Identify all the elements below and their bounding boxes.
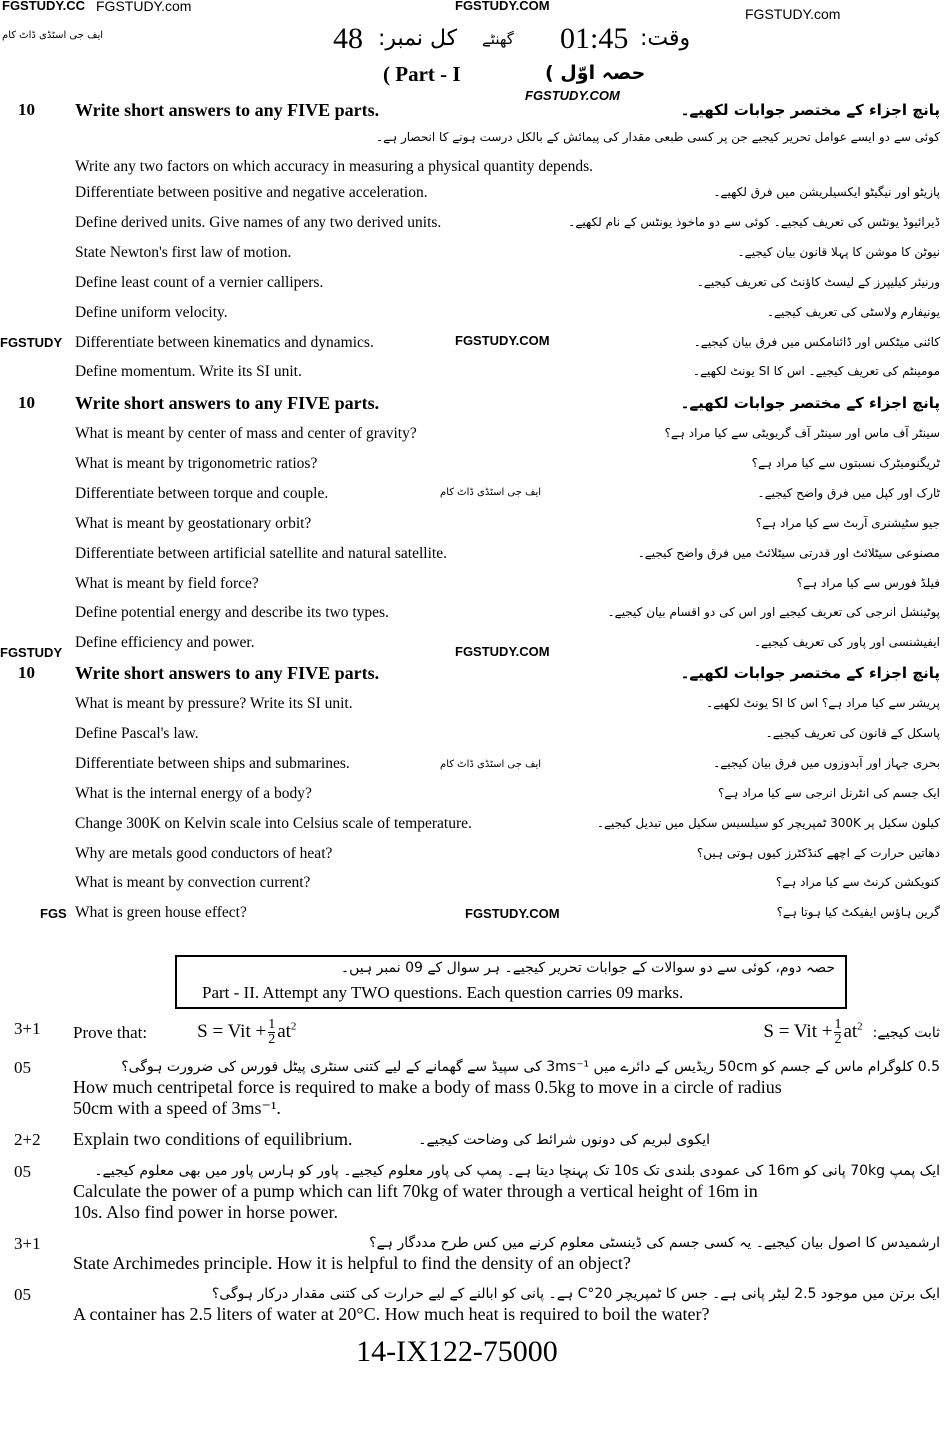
section-marks: 10 [18,100,35,119]
question-text: What is meant by trigonometric ratios? [75,454,318,472]
question-urdu: پاسکل کے قانون کی تعریف کیجیے۔ [765,725,940,740]
question-urdu: یونیفارم ولاسٹی کی تعریف کیجیے۔ [766,304,940,319]
part-2-instruction-urdu: کوئی سے دو سوالات کے جوابات تحریر کیجیے۔ ہر سوال کے 09 نمبر ہیں۔ [340,960,771,976]
fraction [834,1018,841,1047]
q6b-text-1: Calculate the power of a pump which can lift 70kg of water through a vertical height of 16m in [73,1181,758,1201]
question-text: What is meant by geostationary orbit? [75,514,312,532]
question-urdu: مومینٹم کی تعریف کیجیے۔ اس کا SI یونٹ لکھیے۔ [692,364,940,379]
q7a-text: State Archimedes principle. How it is helpful to find the density of an object? [73,1253,631,1273]
question-6a [14,1129,940,1151]
section-title-urdu: پانچ اجزاء کے مختصر جوابات لکھیے۔ [680,101,940,119]
section-title: Write short answers to any FIVE parts. [75,393,380,413]
formula-tail: at [843,1020,858,1042]
section-title: Write short answers to any FIVE parts. [75,100,380,120]
question-urdu: کائنی میٹکس اور ڈائنامکس میں فرق بیان کیجیے۔ [693,334,940,349]
q6b-body [73,1161,940,1223]
watermark: FGSTUDY.CC [2,0,86,13]
q5b-text-2: 50cm with a speed of 3ms⁻¹. [73,1098,281,1118]
formula-lhs: S = Vit + [197,1020,267,1042]
q6b-urdu: ایک پمپ 70kg پانی کو 16m کی عمودی بلندی تک 10s تک پہنچا دیتا ہے۔ پمپ کی پاور معلوم کیجیے۔ پاور کو ہارس پاور میں بھی معلوم کیجیے۔ [94,1163,940,1179]
question-text: What is meant by pressure? Write its SI unit. [75,695,353,712]
q5b-urdu: 0.5 کلوگرام ماس کے جسم کو 50cm ریڈیس کے دائرے میں 3ms⁻¹ کی سپیڈ سے گھمانے کے لیے کتنی سنٹری پیٹل فورس کی ضرورت ہوگی؟ [121,1059,940,1075]
q7a-body [73,1233,940,1274]
part-1-label: ( Part - I [383,62,461,86]
watermark: FGS [40,906,67,921]
question-text: Define derived units. Give names of any two derived units. [75,213,442,231]
question-text: State Newton's first law of motion. [75,243,292,261]
part-1-urdu: حصہ اوّل ) [545,62,646,84]
q6a-marks: 2+2 [14,1130,41,1149]
formula-en [197,1018,296,1047]
question-urdu: کوئی سے دو ایسے عوامل تحریر کیجیے جن پر کسی طبعی مقدار کی پیمائش کے بالکل درست ہونے کا انحصار ہے۔ [376,130,940,144]
question-urdu: پریشر سے کیا مراد ہے؟ اس کا SI یونٹ لکھیے۔ [706,696,940,710]
watermark: FGSTUDY.com [96,0,192,14]
formula-exponent: 2 [857,1020,863,1033]
question-text: Why are metals good conductors of heat? [75,844,333,862]
time-label: وقت: [640,26,691,51]
fraction-num: 1 [268,1017,276,1032]
question-urdu: ٹارک اور کپل میں فرق واضح کیجیے۔ [757,485,940,500]
section-title-urdu: پانچ اجزاء کے مختصر جوابات لکھیے۔ [680,664,940,682]
question-text: Differentiate between ships and submarines. [75,754,350,772]
question-urdu: گرین ہاؤس ایفیکٹ کیا ہوتا ہے؟ [776,905,940,920]
q7a-marks: 3+1 [14,1234,41,1253]
formula-exponent: 2 [290,1020,297,1033]
q5a-urdu-side [763,1018,940,1047]
question-urdu: ایفیشنسی اور پاور کی تعریف کیجیے۔ [754,635,940,650]
question-5b [14,1057,940,1119]
q6a-urdu: ایکوی لبریم کی دونوں شرائط کی وضاحت کیجیے۔ [418,1131,710,1148]
question-5a [14,1018,940,1047]
watermark: FGSTUDY.COM [455,0,550,13]
section-marks: 10 [18,663,35,682]
part-2-heading-urdu: حصہ دوم، [775,960,835,976]
watermark: FGSTUDY.COM [455,333,550,348]
part-2-urdu [341,960,835,976]
question-text: Differentiate between positive and negative acceleration. [75,184,428,201]
watermark: FGSTUDY.COM [465,906,560,921]
question-7a [14,1233,940,1274]
question-urdu: بحری جہاز اور آبدوزوں میں فرق بیان کیجیے۔ [713,755,940,770]
formula-lhs: S = Vit + [763,1020,833,1042]
q7b-text: A container has 2.5 liters of water at 20°C. How much heat is required to boil the water? [73,1304,710,1324]
q5b-body [73,1057,940,1119]
question-urdu: پازیٹو اور نیگیٹو ایکسیلریشن میں فرق لکھیے۔ [713,185,940,199]
watermark: FGSTUDY.com [745,6,841,22]
question-text: Write any two factors on which accuracy in measuring a physical quantity depends. [75,158,594,175]
question-text: Define momentum. Write its SI unit. [75,363,302,381]
q5a-text: Prove that: [73,1022,148,1042]
watermark: FGSTUDY [0,335,63,350]
question-text: What is green house effect? [75,904,247,922]
question-text: Define efficiency and power. [75,634,255,652]
question-urdu: فیلڈ فورس سے کیا مراد ہے؟ [796,575,940,590]
watermark: FGSTUDY.COM [525,88,620,103]
question-urdu: جیو سٹیشنری آربٹ سے کیا مراد ہے؟ [755,515,940,530]
q5b-marks: 05 [14,1058,31,1077]
q6a-text: Explain two conditions of equilibrium. [73,1129,353,1149]
watermark-urdu: ایف جی اسٹڈی ڈاٹ کام [440,759,542,770]
formula-tail: at [277,1020,291,1042]
question-urdu: دھاتیں حرارت کے اچھے کنڈکٹرز کیوں ہوتی ہیں؟ [696,845,940,860]
question-text: Differentiate between kinematics and dynamics. [75,333,374,351]
question-text: Change 300K on Kelvin scale into Celsius scale of temperature. [75,814,472,832]
question-urdu: مصنوعی سیٹلائٹ اور قدرتی سیٹلائٹ میں فرق واضح کیجیے۔ [637,545,940,560]
question-text: What is meant by convection current? [75,874,311,892]
watermark: FGSTUDY.COM [455,644,550,659]
q7b-body [73,1284,940,1325]
q6b-text-2: 10s. Also find power in horse power. [73,1202,338,1222]
question-text: What is meant by center of mass and center of gravity? [75,425,417,442]
question-7b [14,1284,940,1325]
q7b-marks: 05 [14,1285,31,1304]
question-text: Define potential energy and describe its two types. [75,604,389,622]
watermark-urdu: ایف جی اسٹڈی ڈاٹ کام [2,30,104,41]
watermark-urdu: ایف جی اسٹڈی ڈاٹ کام [440,487,542,498]
time-unit: گھنٹے [482,30,514,48]
question-text: Define uniform velocity. [75,303,228,321]
q5a-english [73,1018,296,1047]
question-text: Define Pascal's law. [75,724,199,742]
q5a-urdu: ثابت کیجیے: [872,1024,940,1041]
question-urdu: نیوٹن کا موشن کا پہلا قانون بیان کیجیے۔ [737,244,940,259]
section-title-urdu: پانچ اجزاء کے مختصر جوابات لکھیے۔ [680,394,940,412]
question-urdu: کیلون سکیل پر 300K ٹمپریچر کو سیلسیس سکیل میں تبدیل کیجیے۔ [596,815,940,830]
q6b-marks: 05 [14,1162,31,1181]
paper-code: 14-IX122-75000 [356,1335,558,1368]
section-title: Write short answers to any FIVE parts. [75,663,380,683]
section-marks: 10 [18,393,35,412]
fraction-den: 2 [268,1032,276,1047]
question-urdu: ایک جسم کی انٹرنل انرجی سے کیا مراد ہے؟ [717,785,940,800]
part-2-instructions-box [175,955,847,1009]
question-urdu: ڈیرائیوڈ یونٹس کی تعریف کیجیے۔ کوئی سے دو ماخوذ یونٹس کے نام لکھیے۔ [568,214,940,229]
q5a-body [73,1018,940,1047]
fraction-den: 2 [834,1032,842,1047]
q5a-marks: 3+1 [14,1019,41,1038]
question-urdu: ورنیئر کیلیپرز کے لیسٹ کاؤنٹ کی تعریف کیجیے۔ [696,274,940,289]
question-text: Differentiate between artificial satellite and natural satellite. [75,544,447,562]
question-urdu: سینٹر آف ماس اور سینٹر آف گریویٹی سے کیا مراد ہے؟ [664,426,940,440]
formula-ur [763,1018,862,1047]
total-marks-label: کل نمبر: [378,26,458,51]
question-urdu: کنویکشن کرنٹ سے کیا مراد ہے؟ [775,875,940,890]
watermark: FGSTUDY [0,645,63,660]
long-questions [14,1018,940,1369]
question-text: Differentiate between torque and couple. [75,484,329,502]
q7b-urdu: ایک برتن میں موجود 2.5 لیٹر پانی ہے۔ جس کا ٹمپریچر 20°C ہے۔ پانی کو ابالنے کے لیے حرارت کی کتنی مقدار درکار ہوگی؟ [211,1286,940,1302]
fraction-num: 1 [834,1017,842,1032]
fraction [268,1018,275,1047]
question-urdu: ٹریگنومیٹرک نسبتوں سے کیا مراد ہے؟ [751,455,940,470]
q7a-urdu: ارشمیدس کا اصول بیان کیجیے۔ یہ کسی جسم کی ڈینسٹی معلوم کرنے میں کس طرح مددگار ہے؟ [369,1235,940,1251]
question-text: What is meant by field force? [75,574,259,592]
q6a-body [73,1129,940,1150]
question-text: What is the internal energy of a body? [75,784,312,802]
question-text: Define least count of a vernier callipers. [75,273,324,291]
part-2-instruction: Part - II. Attempt any TWO questions. Each question carries 09 marks. [202,983,684,1002]
question-urdu: پوٹینشل انرجی کی تعریف کیجیے اور اس کی دو اقسام بیان کیجیے۔ [607,605,940,620]
q5b-text-1: How much centripetal force is required to make a body of mass 0.5kg to move in a circle of radius [73,1077,782,1097]
total-marks-value: 48 [333,22,363,55]
question-6b [14,1161,940,1223]
time-value: 01:45 [560,22,629,55]
